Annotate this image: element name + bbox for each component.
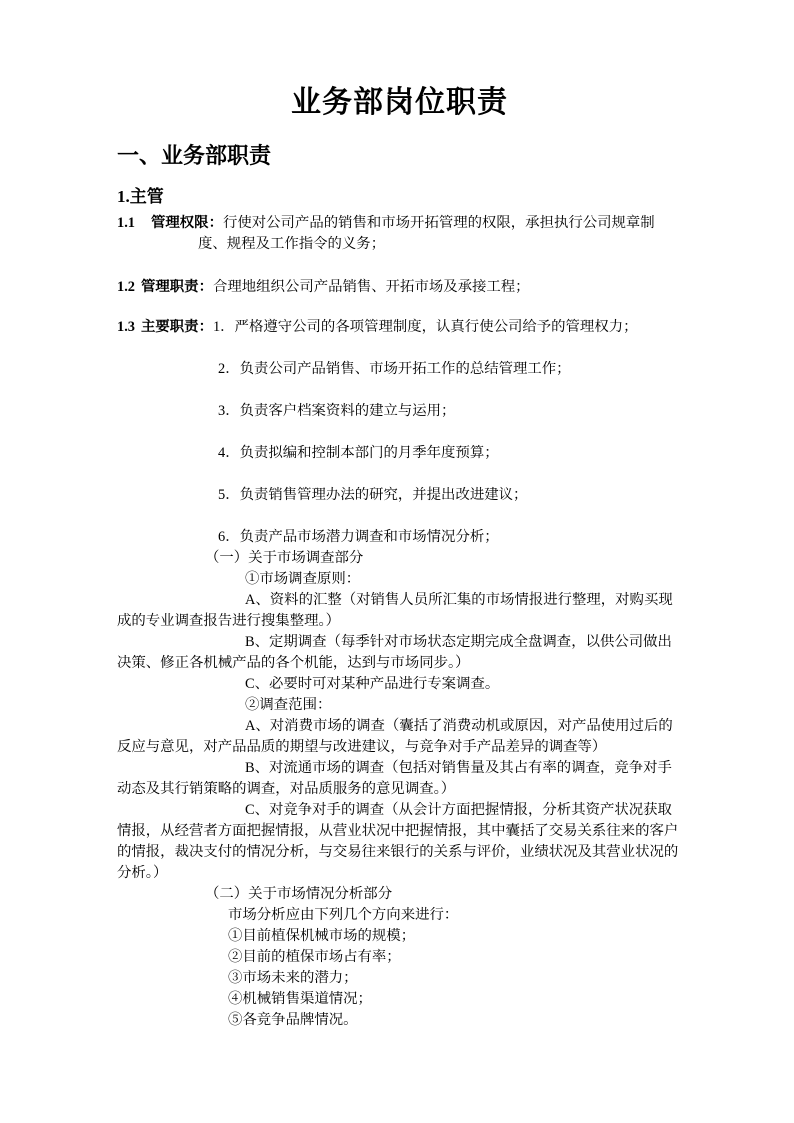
subsection-heading: 1.主管 (117, 187, 164, 206)
analysis-item-2: ②目前的植保市场占有率； (228, 949, 401, 965)
clause-number: 1.1 (117, 215, 135, 231)
document-title: 业务部岗位职责 (291, 86, 508, 119)
analysis-item-3: ③市场未来的潜力； (228, 970, 358, 986)
analysis-intro: 市场分析应由下列几个方向来进行： (228, 907, 459, 923)
duty-item-3: 3．负责客户档案资料的建立与运用； (218, 403, 456, 419)
duty-item-6: 6．负责产品市场潜力调查和市场情况分析； (218, 529, 499, 545)
survey-scope-c: C、对竞争对手的调查（从会计方面把握情报，分析其资产状况获取情报，从经营者方面把握情报，从营业状况中把握情报，其中囊括了交易关系往来的客户的情报，裁决支付的情况分析，与交易往来银行的关系与评价，业绩状况及其营业状况的分析。） (117, 802, 679, 881)
survey-principle-a: A、资料的汇整（对销售人员所汇集的市场情报进行整理，对购买现成的专业调查报告进行搜集整理。） (117, 592, 673, 629)
analysis-item-4: ④机械销售渠道情况； (228, 991, 372, 1007)
clause-text: 合理地组织公司产品销售、开拓市场及承接工程； (212, 279, 530, 295)
analysis-item-5: ⑤各竞争品牌情况。 (228, 1012, 358, 1028)
analysis-section-heading: （二）关于市场情况分析部分 (205, 886, 393, 902)
survey-scope-heading: ②调查范围： (245, 697, 332, 713)
clause-1-3 (117, 317, 682, 338)
clause-label: 主要职责： (141, 319, 213, 335)
survey-principle-c: C、必要时可对某种产品进行专案调查。 (245, 676, 500, 692)
clause-text: 行使对公司产品的销售和市场开拓管理的权限，承担执行公司规章制度、规程及工作指令的义务； (198, 215, 655, 252)
survey-section-heading: （一）关于市场调查部分 (205, 550, 364, 566)
clause-1-1 (117, 213, 682, 255)
survey-principle-b: B、定期调查（每季针对市场状态定期完成全盘调查，以供公司做出决策、修正各机械产品的各个机能，达到与市场同步。） (117, 634, 672, 671)
survey-scope-a: A、对消费市场的调查（囊括了消费动机或原因，对产品使用过后的反应与意见，对产品品质的期望与改进建议，与竞争对手产品差异的调查等） (117, 718, 673, 755)
clause-text: 1．严格遵守公司的各项管理制度，认真行使公司给予的管理权力； (212, 319, 638, 335)
duty-item-4: 4．负责拟编和控制本部门的月季年度预算； (218, 445, 499, 461)
survey-scope-b: B、对流通市场的调查（包括对销售量及其占有率的调查，竞争对手动态及其行销策略的调查，对品质服务的意见调查。） (117, 760, 672, 797)
section-heading: 一、业务部职责 (117, 143, 272, 168)
duty-item-2: 2．负责公司产品销售、市场开拓工作的总结管理工作； (218, 361, 571, 377)
clause-label: 管理职责： (141, 279, 213, 295)
clause-1-2 (117, 277, 682, 298)
survey-principles-heading: ①市场调查原则： (245, 571, 361, 587)
clause-number: 1.2 (117, 279, 135, 295)
duty-item-5: 5．负责销售管理办法的研究，并提出改进建议； (218, 487, 528, 503)
clause-number: 1.3 (117, 319, 135, 335)
analysis-item-1: ①目前植保机械市场的规模； (228, 928, 416, 944)
clause-label: 管理权限： (151, 215, 223, 231)
